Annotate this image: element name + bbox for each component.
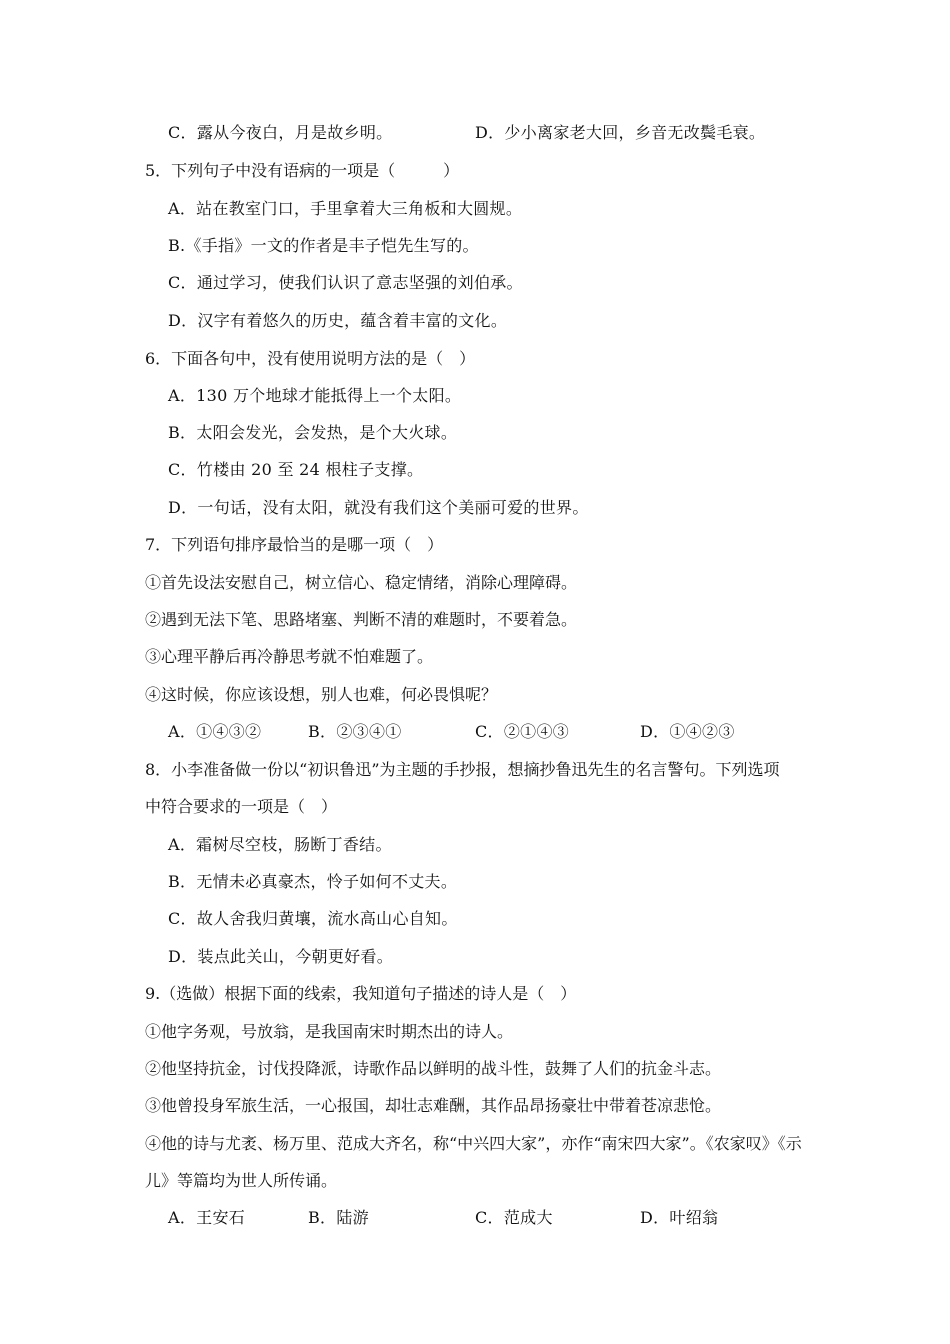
q6-option-b: B．太阳会发光，会发热，是个大火球。 <box>168 423 458 442</box>
q7-stem: 7．下列语句排序最恰当的是哪一项（ ） <box>145 535 444 554</box>
q7-option-b: B．②③④① <box>308 722 402 741</box>
q9-clue-3: ③他曾投身军旅生活，一心报国，却壮志难酬，其作品昂扬豪壮中带着苍凉悲怆。 <box>145 1096 722 1115</box>
q9-option-c: C．范成大 <box>475 1208 553 1227</box>
q7-sentence-4: ④这时候，你应该设想，别人也难，何必畏惧呢？ <box>145 685 498 704</box>
q6-option-a: A．130 万个地球才能抵得上一个太阳。 <box>168 386 462 405</box>
q9-option-a: A．王安石 <box>168 1208 246 1227</box>
q6-stem: 6．下面各句中，没有使用说明方法的是（ ） <box>145 349 476 368</box>
q6-option-d: D．一句话，没有太阳，就没有我们这个美丽可爱的世界。 <box>168 498 589 517</box>
q9-clue-4-line-2: 儿》等篇均为世人所传诵。 <box>145 1171 338 1190</box>
q4-option-d: D．少小离家老大回，乡音无改鬓毛衰。 <box>475 123 766 142</box>
q7-option-a: A．①④③② <box>168 722 262 741</box>
q7-sentence-3: ③心理平静后再冷静思考就不怕难题了。 <box>145 647 434 666</box>
q6-option-c: C．竹楼由 20 至 24 根柱子支撑。 <box>168 460 424 479</box>
q4-option-c: C．露从今夜白，月是故乡明。 <box>168 123 393 142</box>
q8-option-c: C．故人舍我归黄壤，流水高山心自知。 <box>168 909 458 928</box>
q9-stem: 9.（选做）根据下面的线索，我知道句子描述的诗人是（ ） <box>145 984 577 1003</box>
q7-sentence-1: ①首先设法安慰自己，树立信心、稳定情绪，消除心理障碍。 <box>145 573 578 592</box>
q5-option-b: B.《手指》一文的作者是丰子恺先生写的。 <box>168 236 479 255</box>
q8-option-d: D．装点此关山，今朝更好看。 <box>168 947 394 966</box>
q5-option-d: D．汉字有着悠久的历史，蕴含着丰富的文化。 <box>168 311 508 330</box>
q7-option-d: D．①④②③ <box>640 722 735 741</box>
q9-clue-1: ①他字务观，号放翁，是我国南宋时期杰出的诗人。 <box>145 1022 514 1041</box>
q8-stem-line-2: 中符合要求的一项是（ ） <box>145 797 338 816</box>
q8-option-b: B．无情未必真豪杰，怜子如何不丈夫。 <box>168 872 458 891</box>
q5-option-a: A．站在教室门口，手里拿着大三角板和大圆规。 <box>168 199 523 218</box>
q9-clue-4-line-1: ④他的诗与尤袤、杨万里、范成大齐名，称“中兴四大家”，亦作“南宋四大家”。《农家叹》《示 <box>145 1134 802 1153</box>
q5-option-c: C．通过学习，使我们认识了意志坚强的刘伯承。 <box>168 273 523 292</box>
q9-option-d: D．叶绍翁 <box>640 1208 719 1227</box>
q9-option-b: B．陆游 <box>308 1208 369 1227</box>
q5-stem: 5．下列句子中没有语病的一项是（ ） <box>145 161 460 180</box>
q8-option-a: A．霜树尽空枝，肠断丁香结。 <box>168 835 392 854</box>
q7-sentence-2: ②遇到无法下笔、思路堵塞、判断不清的难题时，不要着急。 <box>145 610 578 629</box>
q7-option-c: C．②①④③ <box>475 722 570 741</box>
q9-clue-2: ②他坚持抗金，讨伐投降派，诗歌作品以鲜明的战斗性，鼓舞了人们的抗金斗志。 <box>145 1059 722 1078</box>
q8-stem-line-1: 8．小李准备做一份以“初识鲁迅”为主题的手抄报，想摘抄鲁迅先生的名言警句。下列选项 <box>145 760 780 779</box>
